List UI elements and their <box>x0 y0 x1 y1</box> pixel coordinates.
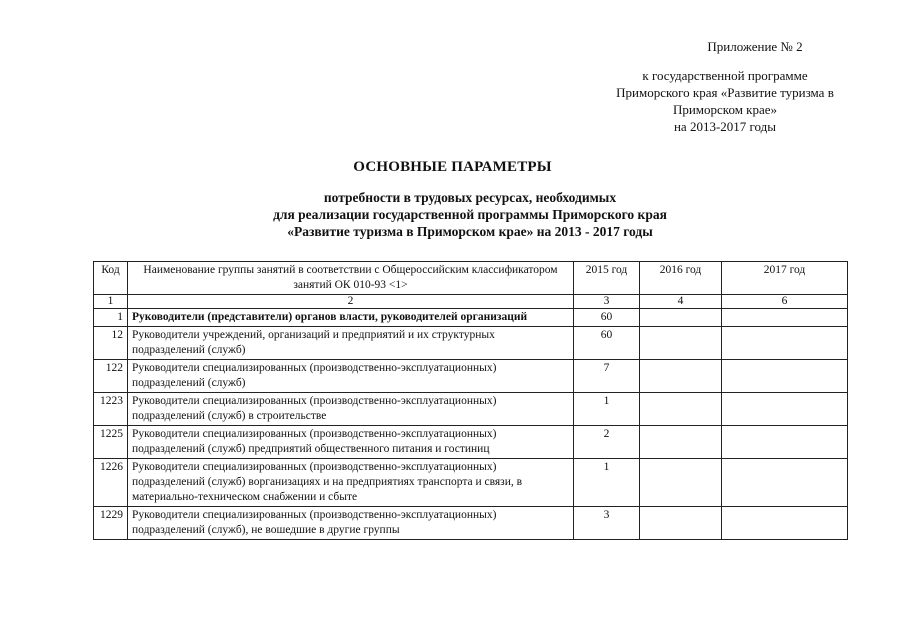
row-name: Руководители (представители) органов власти, руководителей организаций <box>128 309 574 327</box>
row-name: Руководители учреждений, организаций и предприятий и их структурных подразделений (служб) <box>128 327 574 360</box>
header-2017: 2017 год <box>722 262 848 295</box>
table-header-row <box>94 262 848 295</box>
row-code: 122 <box>94 360 128 393</box>
page-subtitle <box>140 189 800 240</box>
row-2017 <box>722 309 848 327</box>
row-2017 <box>722 507 848 540</box>
table-row <box>94 426 848 459</box>
header-code: Код <box>94 262 128 295</box>
table-row <box>94 309 848 327</box>
row-name: Руководители специализированных (производственно-эксплуатационных) подразделений (служб), не вошедшие в другие группы <box>128 507 574 540</box>
table-row <box>94 393 848 426</box>
column-number: 2 <box>128 295 574 309</box>
row-2015: 1 <box>574 393 640 426</box>
row-code: 1 <box>94 309 128 327</box>
parameters-table <box>93 261 848 540</box>
row-name: Руководители специализированных (производственно-эксплуатационных) подразделений (служб) предприятий общественного питания и гостиниц <box>128 426 574 459</box>
row-code: 1229 <box>94 507 128 540</box>
row-2017 <box>722 360 848 393</box>
row-code: 12 <box>94 327 128 360</box>
row-2016 <box>640 426 722 459</box>
row-2016 <box>640 393 722 426</box>
row-code: 1225 <box>94 426 128 459</box>
row-2017 <box>722 426 848 459</box>
row-2016 <box>640 507 722 540</box>
column-number: 4 <box>640 295 722 309</box>
appendix-line: к государственной программе <box>642 68 808 83</box>
header-name: Наименование группы занятий в соответствии с Общероссийским классификатором занятий ОК 010-93 <1> <box>128 262 574 295</box>
table-row <box>94 360 848 393</box>
row-name: Руководители специализированных (производственно-эксплуатационных) подразделений (служб) ворганизациях и на предприятиях транспорта и связи, в материально-техническом снабжении и сбыте <box>128 459 574 507</box>
row-2015: 3 <box>574 507 640 540</box>
appendix-line: Приморского края «Развитие туризма в <box>616 85 834 100</box>
page-title: ОСНОВНЫЕ ПАРАМЕТРЫ <box>353 159 552 175</box>
appendix-block <box>560 38 890 135</box>
column-number: 3 <box>574 295 640 309</box>
table-row <box>94 507 848 540</box>
row-2015: 60 <box>574 309 640 327</box>
row-2015: 1 <box>574 459 640 507</box>
row-2016 <box>640 459 722 507</box>
appendix-number: Приложение № 2 <box>707 39 803 54</box>
column-number: 1 <box>94 295 128 309</box>
row-2016 <box>640 360 722 393</box>
row-2016 <box>640 327 722 360</box>
appendix-line: Приморском крае» <box>672 102 778 117</box>
column-number-row <box>94 295 848 309</box>
appendix-line: на 2013-2017 годы <box>673 119 777 134</box>
table-row <box>94 459 848 507</box>
row-code: 1226 <box>94 459 128 507</box>
column-number: 6 <box>722 295 848 309</box>
row-2016 <box>640 309 722 327</box>
row-2017 <box>722 327 848 360</box>
subtitle-line: для реализации государственной программы Приморского края <box>273 207 667 222</box>
subtitle-line: потребности в трудовых ресурсах, необходимых <box>323 190 617 205</box>
table-row <box>94 327 848 360</box>
row-name: Руководители специализированных (производственно-эксплуатационных) подразделений (служб) в строительстве <box>128 393 574 426</box>
row-name: Руководители специализированных (производственно-эксплуатационных) подразделений (служб) <box>128 360 574 393</box>
header-2015: 2015 год <box>574 262 640 295</box>
row-2015: 7 <box>574 360 640 393</box>
row-2017 <box>722 459 848 507</box>
row-2015: 2 <box>574 426 640 459</box>
row-2017 <box>722 393 848 426</box>
header-2016: 2016 год <box>640 262 722 295</box>
subtitle-line: «Развитие туризма в Приморском крае» на 2013 - 2017 годы <box>287 224 653 239</box>
row-code: 1223 <box>94 393 128 426</box>
row-2015: 60 <box>574 327 640 360</box>
